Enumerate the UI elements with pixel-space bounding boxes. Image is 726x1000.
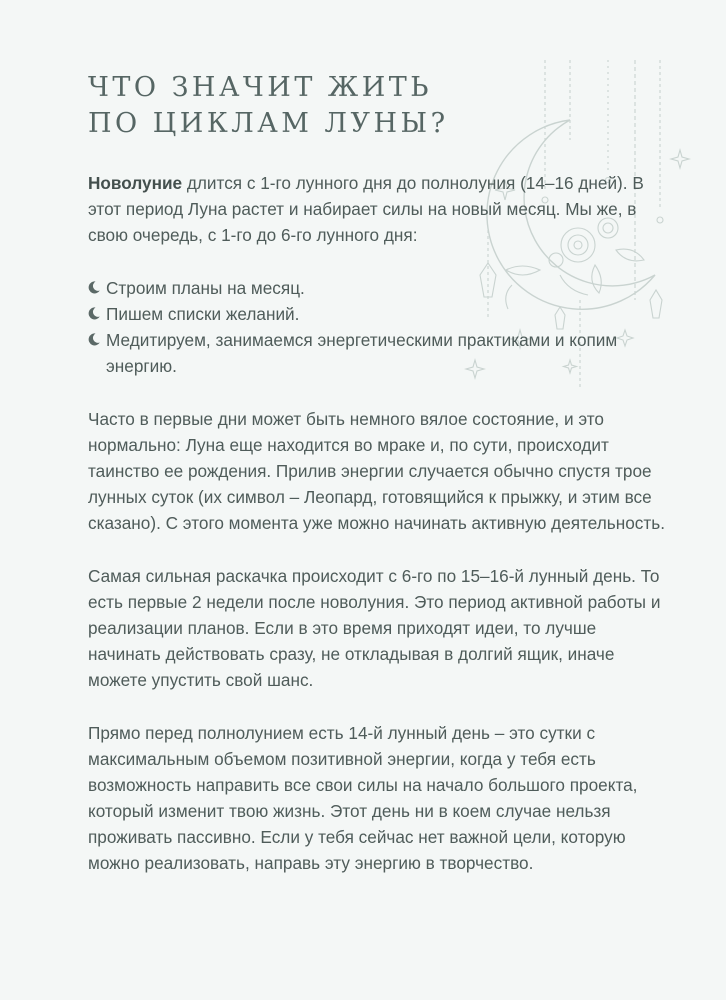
intro-text: длится с 1-го лунного дня до полнолуния (14–16 дней). В этот период Луна растет и набирает силы на новый месяц. Мы же, в свою очередь, с 1-го до 6-го лунного дня:	[88, 173, 644, 245]
crescent-moon-icon	[88, 333, 100, 346]
body-paragraph-waxing: Самая сильная раскачка происходит с 6-го по 15–16-й лунный день. То есть первые 2 недели после новолуния. Это период активной работы и реализации планов. Если в это время приходят идеи, то лучше начинать действовать сразу, не откладывая в долгий ящик, иначе можете упустить свой шанс.	[88, 566, 661, 690]
body-paragraph-full-moon-eve: Прямо перед полнолунием есть 14-й лунный день – это сутки с максимальным объемом позитивной энергии, когда у тебя есть возможность направить все свои силы на начало большого проекта, который изменит твою жизнь. Этот день ни в коем случае нельзя проживать пассивно. Если у тебя сейчас нет важной цели, которую можно реализовать, направь эту энергию в творчество.	[88, 723, 638, 873]
list-item	[88, 327, 668, 379]
list-item	[88, 275, 668, 301]
intro-lead-term: Новолуние	[88, 173, 183, 193]
page-title	[88, 70, 449, 142]
intro-paragraph	[88, 170, 668, 248]
list-item-text: Медитируем, занимаемся энергетическими практиками и копим энергию.	[106, 330, 618, 376]
body-paragraph-energy: Часто в первые дни может быть немного вялое состояние, и это нормально: Луна еще находится во мраке и, по сути, происходит таинство ее рождения. Прилив энергии случается обычно спустя трое лунных суток (их символ – Леопард, готовящийся к прыжку, и этим все сказано). С этого момента уже можно начинать активную деятельность.	[88, 409, 665, 533]
list-item	[88, 301, 668, 327]
page-body	[88, 170, 668, 903]
crescent-moon-icon	[88, 281, 100, 294]
new-moon-activities-list	[88, 275, 668, 379]
crescent-moon-icon	[88, 307, 100, 320]
page-title-line-1: ЧТО ЗНАЧИТ ЖИТЬ	[88, 72, 433, 103]
page-title-line-2: ПО ЦИКЛАМ ЛУНЫ?	[88, 108, 449, 139]
list-item-text: Строим планы на месяц.	[106, 278, 305, 298]
list-item-text: Пишем списки желаний.	[106, 304, 300, 324]
